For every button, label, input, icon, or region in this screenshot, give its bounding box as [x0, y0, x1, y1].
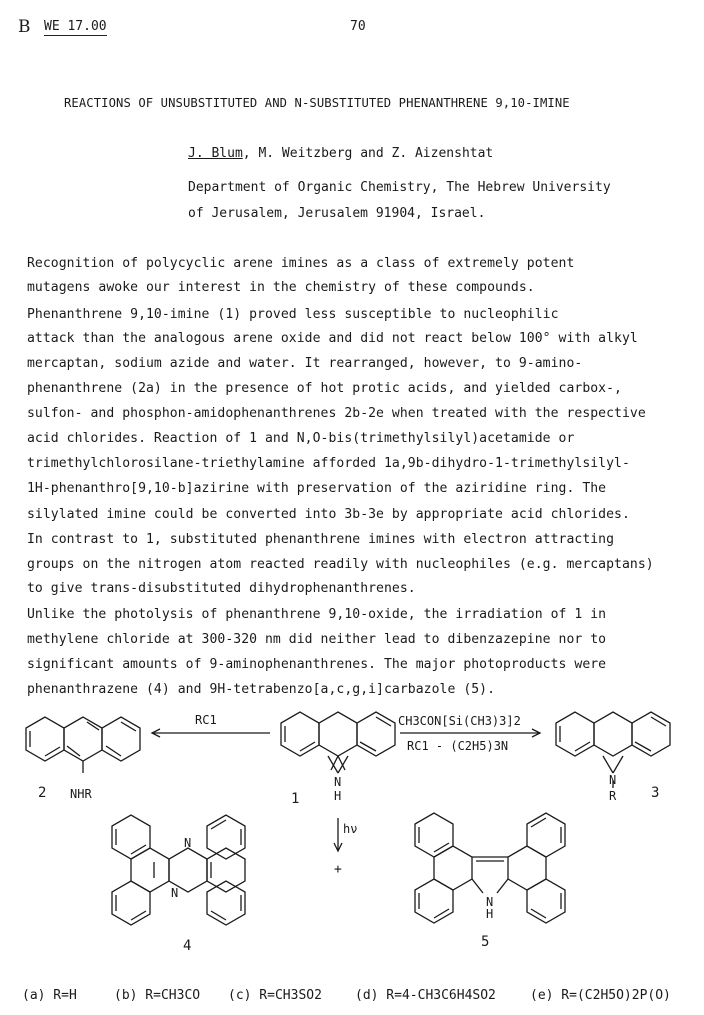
- atom-h-1: H: [334, 789, 342, 803]
- structure-compound-2: [26, 717, 140, 773]
- footnote-d: (d) R=4-CH3C6H4SO2: [355, 988, 496, 1003]
- body-line: phenanthrazene (4) and 9H-tetrabenzo[a,c,g,i]carbazole (5).: [27, 682, 496, 697]
- footnote-e: (e) R=(C2H5O)2P(O): [530, 988, 671, 1003]
- structure-compound-4: [112, 815, 245, 925]
- presenting-author: J. Blum: [188, 146, 243, 161]
- body-line: Recognition of polycyclic arene imines as a class of extremely potent: [27, 256, 575, 271]
- page-number: 70: [350, 19, 366, 34]
- body-line: In contrast to 1, substituted phenanthrene imines with electron attracting: [27, 532, 615, 547]
- body-line: attack than the analogous arene oxide and did not react below 100° with alkyl: [27, 331, 638, 346]
- atom-n-5: N: [486, 895, 494, 909]
- reagent-rc1-left: RC1: [195, 713, 217, 727]
- plus-sign: +: [334, 862, 342, 877]
- compound-label-4: 4: [183, 938, 192, 954]
- body-line: mercaptan, sodium azide and water. It rearranged, however, to 9-amino-: [27, 356, 583, 371]
- paper-title: REACTIONS OF UNSUBSTITUTED AND N-SUBSTITUTED PHENANTHRENE 9,10-IMINE: [64, 96, 570, 110]
- body-line: mutagens awoke our interest in the chemistry of these compounds.: [27, 280, 535, 295]
- body-line: significant amounts of 9-aminophenanthrenes. The major photoproducts were: [27, 657, 607, 672]
- co-authors: , M. Weitzberg and Z. Aizenshtat: [242, 146, 494, 161]
- compound-label-5: 5: [481, 934, 490, 950]
- atom-r-3: R: [609, 789, 617, 803]
- body-line: trimethylchlorosilane-triethylamine afforded 1a,9b-dihydro-1-trimethylsilyl-: [27, 456, 630, 471]
- atom-n-1: N: [334, 775, 342, 789]
- body-line: sulfon- and phosphon-amidophenanthrenes 2b-2e when treated with the respective: [27, 406, 646, 421]
- body-line: silylated imine could be converted into 3b-3e by appropriate acid chlorides.: [27, 507, 630, 522]
- compound-label-3: 3: [651, 785, 660, 801]
- body-line: to give trans-disubstituted dihydrophenanthrenes.: [27, 581, 416, 596]
- body-line: groups on the nitrogen atom reacted readily with nucleophiles (e.g. mercaptans): [27, 557, 654, 572]
- reagent-rc1-triethylamine: RC1 - (C2H5)3N: [407, 739, 509, 753]
- body-line: Unlike the photolysis of phenanthrene 9,10-oxide, the irradiation of 1 in: [27, 607, 607, 622]
- affiliation-line-2: of Jerusalem, Jerusalem 91904, Israel.: [188, 206, 486, 221]
- section-marker: B: [18, 17, 31, 37]
- compound-label-2: 2: [38, 785, 47, 801]
- atom-n-4b: N: [171, 886, 179, 900]
- atom-n-3: N: [609, 773, 617, 787]
- body-line: Phenanthrene 9,10-imine (1) proved less susceptible to nucleophilic: [27, 307, 559, 322]
- atom-n-4a: N: [184, 836, 192, 850]
- compound-label-1: 1: [291, 791, 300, 807]
- body-line: phenanthrene (2a) in the presence of hot protic acids, and yielded carbox-,: [27, 381, 622, 396]
- affiliation-line-1: Department of Organic Chemistry, The Hebrew University: [188, 180, 611, 195]
- body-line: methylene chloride at 300-320 nm did neither lead to dibenzazepine nor to: [27, 632, 607, 647]
- substituent-nhr: NHR: [70, 787, 92, 801]
- hv-label: hν: [343, 822, 358, 836]
- body-line: acid chlorides. Reaction of 1 and N,O-bis(trimethylsilyl)acetamide or: [27, 431, 575, 446]
- reagent-silylacetamide: CH3CON[Si(CH3)3]2: [398, 714, 521, 728]
- body-line: 1H-phenanthro[9,10-b]azirine with preservation of the aziridine ring. The: [27, 481, 607, 496]
- structure-compound-1: [281, 712, 395, 773]
- footnote-a: (a) R=H: [22, 988, 77, 1003]
- footnote-c: (c) R=CH3SO2: [228, 988, 322, 1003]
- atom-h-5: H: [486, 907, 494, 921]
- footnote-b: (b) R=CH3CO: [114, 988, 201, 1003]
- session-code: WE 17.00: [44, 19, 107, 34]
